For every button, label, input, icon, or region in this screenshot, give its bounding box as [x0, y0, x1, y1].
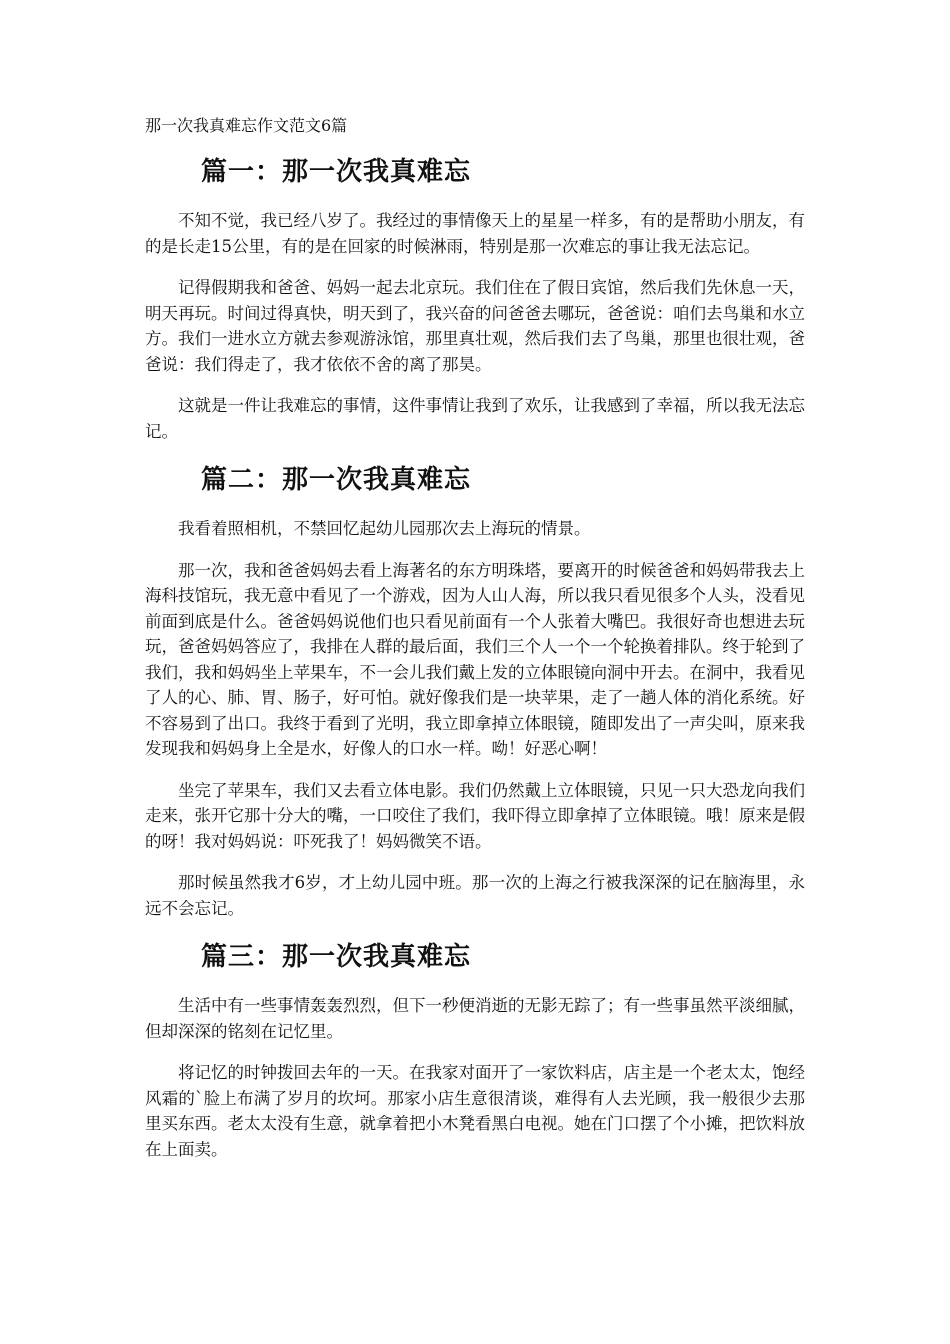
section-1 [145, 152, 805, 444]
section-heading: 篇二：那一次我真难忘 [201, 465, 472, 495]
document-page [145, 112, 805, 1178]
paragraph: 生活中有一些事情轰轰烈烈，但下一秒便消逝的无影无踪了；有一些事虽然平淡细腻，但却深深的铭刻在记忆里。 [145, 996, 805, 1041]
section-heading: 篇一：那一次我真难忘 [201, 157, 472, 187]
paragraph: 将记忆的时钟拨回去年的一天。在我家对面开了一家饮料店，店主是一个老太太，饱经风霜的`脸上布满了岁月的坎坷。那家小店生意很清谈，难得有人去光顾，我一般很少去那里买东西。老太太没有生意，就拿着把小木凳看黑白电视。她在门口摆了个小摊，把饮料放在上面卖。 [145, 1063, 805, 1159]
paragraph: 坐完了苹果车，我们又去看立体电影。我们仍然戴上立体眼镜，只见一只大恐龙向我们走来，张开它那十分大的嘴，一口咬住了我们，我吓得立即拿掉了立体眼镜。哦！原来是假的呀！我对妈妈说：吓死我了！妈妈微笑不语。 [145, 780, 805, 851]
document-title: 那一次我真难忘作文范文6篇 [145, 116, 348, 135]
paragraph: 那一次，我和爸爸妈妈去看上海著名的东方明珠塔，要离开的时候爸爸和妈妈带我去上海科技馆玩，我无意中看见了一个游戏，因为人山人海，所以我只看见很多个人头，没看见前面到底是什么。爸爸妈妈说他们也只看见前面有一个人张着大嘴巴。我很好奇也想进去玩玩，爸爸妈妈答应了，我排在人群的最后面，我们三个人一个一个轮换着排队。终于轮到了我们，我和妈妈坐上苹果车，不一会儿我们戴上发的立体眼镜向洞中开去。在洞中，我看见了人的心、肺、胃、肠子，好可怕。就好像我们是一块苹果，走了一趟人体的消化系统。好不容易到了出口。我终于看到了光明，我立即拿掉立体眼镜，随即发出了一声尖叫，原来我发现我和妈妈身上全是水，好像人的口水一样。呦！好恶心啊！ [145, 560, 805, 758]
paragraph: 那时候虽然我才6岁，才上幼儿园中班。那一次的上海之行被我深深的记在脑海里，永远不会忘记。 [145, 873, 805, 918]
section-heading: 篇三：那一次我真难忘 [201, 942, 472, 972]
paragraph: 记得假期我和爸爸、妈妈一起去北京玩。我们住在了假日宾馆，然后我们先休息一天，明天再玩。时间过得真快，明天到了，我兴奋的问爸爸去哪玩，爸爸说：咱们去鸟巢和水立方。我们一进水立方就去参观游泳馆，那里真壮观，然后我们去了鸟巢，那里也很壮观，爸爸说：我们得走了，我才依依不舍的离了那昊。 [145, 278, 805, 374]
paragraph: 我看着照相机，不禁回忆起幼儿园那次去上海玩的情景。 [178, 519, 591, 538]
section-2 [145, 460, 805, 921]
paragraph: 不知不觉，我已经八岁了。我经过的事情像天上的星星一样多，有的是帮助小朋友，有的是长走15公里，有的是在回家的时候淋雨，特别是那一次难忘的事让我无法忘记。 [145, 211, 805, 256]
paragraph: 这就是一件让我难忘的事情，这件事情让我到了欢乐，让我感到了幸福，所以我无法忘记。 [145, 396, 805, 441]
section-3 [145, 937, 805, 1162]
